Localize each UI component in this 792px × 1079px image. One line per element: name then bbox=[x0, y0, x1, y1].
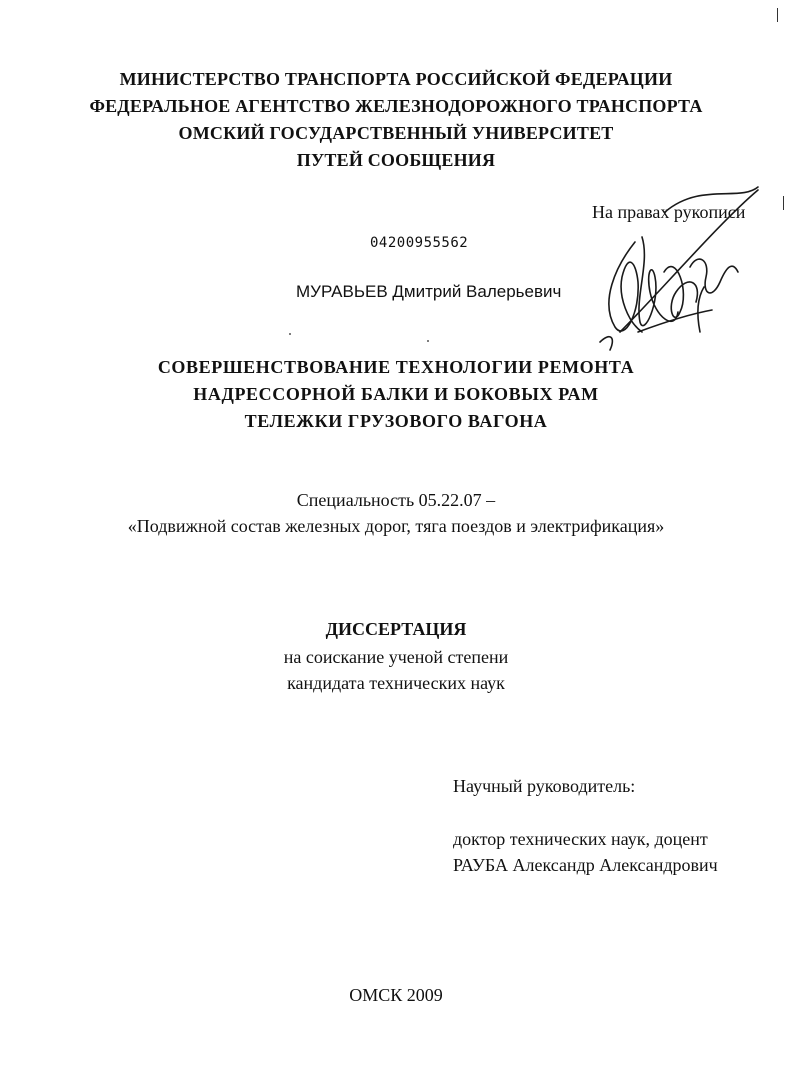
dissertation-heading: ДИССЕРТАЦИЯ bbox=[325, 619, 467, 639]
thesis-title-line-2: НАДРЕССОРНОЙ БАЛКИ И БОКОВЫХ РАМ bbox=[193, 384, 599, 404]
specialty-name: «Подвижной состав железных дорог, тяга поездов и электрификация» bbox=[127, 516, 665, 536]
header-line-university: ОМСКИЙ ГОСУДАРСТВЕННЫЙ УНИВЕРСИТЕТ bbox=[178, 123, 614, 143]
signature-stroke bbox=[620, 190, 758, 332]
advisor-degree: доктор технических наук, доцент bbox=[453, 829, 708, 849]
handwritten-signature-icon bbox=[580, 182, 770, 352]
scan-speck bbox=[289, 333, 291, 335]
degree-purpose: на соискание ученой степени bbox=[283, 647, 509, 667]
signature-stroke bbox=[638, 310, 712, 332]
advisor-label: Научный руководитель: bbox=[453, 776, 636, 796]
signature-stroke bbox=[698, 287, 704, 332]
scan-speck bbox=[427, 340, 429, 342]
header-line-agency: ФЕДЕРАЛЬНОЕ АГЕНТСТВО ЖЕЛЕЗНОДОРОЖНОГО ТРАНСПОРТА bbox=[89, 96, 703, 116]
signature-stroke bbox=[664, 267, 697, 318]
header-line-university-cont: ПУТЕЙ СООБЩЕНИЯ bbox=[296, 150, 496, 170]
specialty-code: Специальность 05.22.07 – bbox=[296, 490, 496, 510]
author-name: МУРАВЬЕВ Дмитрий Валерьевич bbox=[296, 282, 562, 301]
header-line-ministry: МИНИСТЕРСТВО ТРАНСПОРТА РОССИЙСКОЙ ФЕДЕРАЦИИ bbox=[119, 69, 673, 89]
degree-type: кандидата технических наук bbox=[287, 673, 505, 693]
thesis-title-line-3: ТЕЛЕЖКИ ГРУЗОВОГО ВАГОНА bbox=[244, 411, 548, 431]
scan-edge-mark-top bbox=[777, 8, 778, 22]
document-number: 04200955562 bbox=[370, 235, 469, 251]
advisor-name: РАУБА Александр Александрович bbox=[453, 855, 718, 875]
signature-stroke bbox=[609, 242, 642, 332]
signature-stroke bbox=[600, 337, 612, 350]
city-year: ОМСК 2009 bbox=[349, 985, 443, 1005]
signature-stroke bbox=[665, 187, 758, 212]
manuscript-note: На правах рукописи bbox=[592, 202, 746, 222]
thesis-title-line-1: СОВЕРШЕНСТВОВАНИЕ ТЕХНОЛОГИИ РЕМОНТА bbox=[157, 357, 635, 377]
scan-edge-mark-middle bbox=[783, 196, 784, 210]
